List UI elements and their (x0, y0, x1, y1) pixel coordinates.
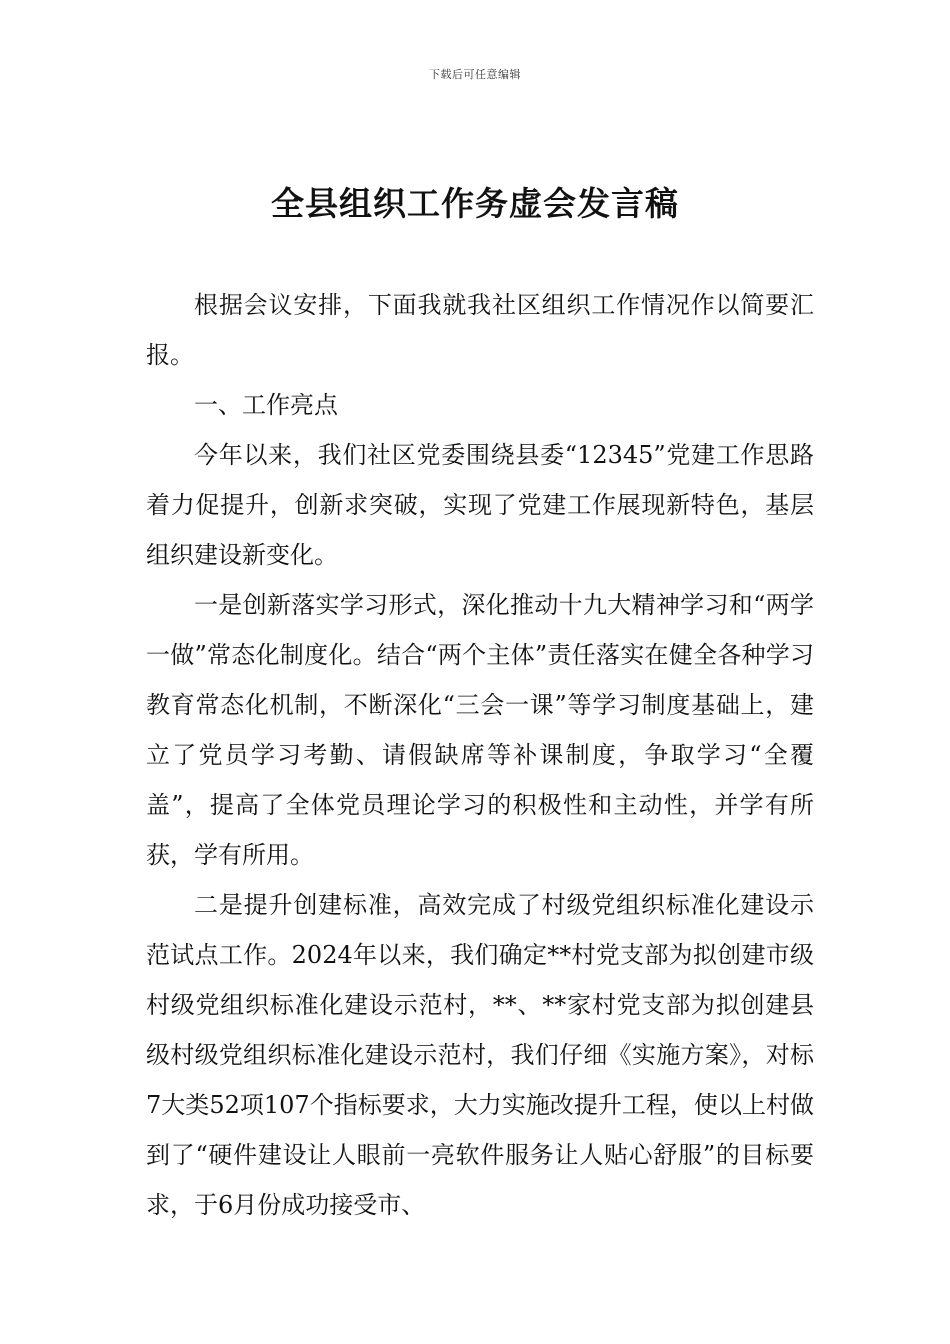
document-body (146, 280, 814, 1230)
paragraph-overview: 今年以来，我们社区党委围绕县委“12345”党建工作思路着力促提升，创新求突破，实现了党建工作展现新特色，基层组织建设新变化。 (146, 441, 814, 569)
document-title: 全县组织工作务虚会发言稿 (271, 184, 679, 223)
header-note: 下载后可任意编辑 (429, 68, 521, 81)
paragraph-intro: 根据会议安排，下面我就我社区组织工作情况作以简要汇报。 (146, 291, 814, 369)
paragraph-point-two: 二是提升创建标准，高效完成了村级党组织标准化建设示范试点工作。2024年以来，我们确定**村党支部为拟创建市级村级党组织标准化建设示范村，**、**家村党支部为拟创建县级村级党组织标准化建设示范村，我们仔细《实施方案》，对标7大类52项107个指标要求，大力实施改提升工程，使以上村做到了“硬件建设让人眼前一亮软件服务让人贴心舒服”的目标要求，于6月份成功接受市、 (146, 891, 814, 1219)
paragraph-point-one: 一是创新落实学习形式，深化推动十九大精神学习和“两学一做”常态化制度化。结合“两个主体”责任落实在健全各种学习教育常态化机制，不断深化“三会一课”等学习制度基础上，建立了党员学习考勤、请假缺席等补课制度，争取学习“全覆盖”，提高了全体党员理论学习的积极性和主动性，并学有所获，学有所用。 (146, 591, 814, 869)
section-heading: 一、工作亮点 (194, 391, 338, 419)
